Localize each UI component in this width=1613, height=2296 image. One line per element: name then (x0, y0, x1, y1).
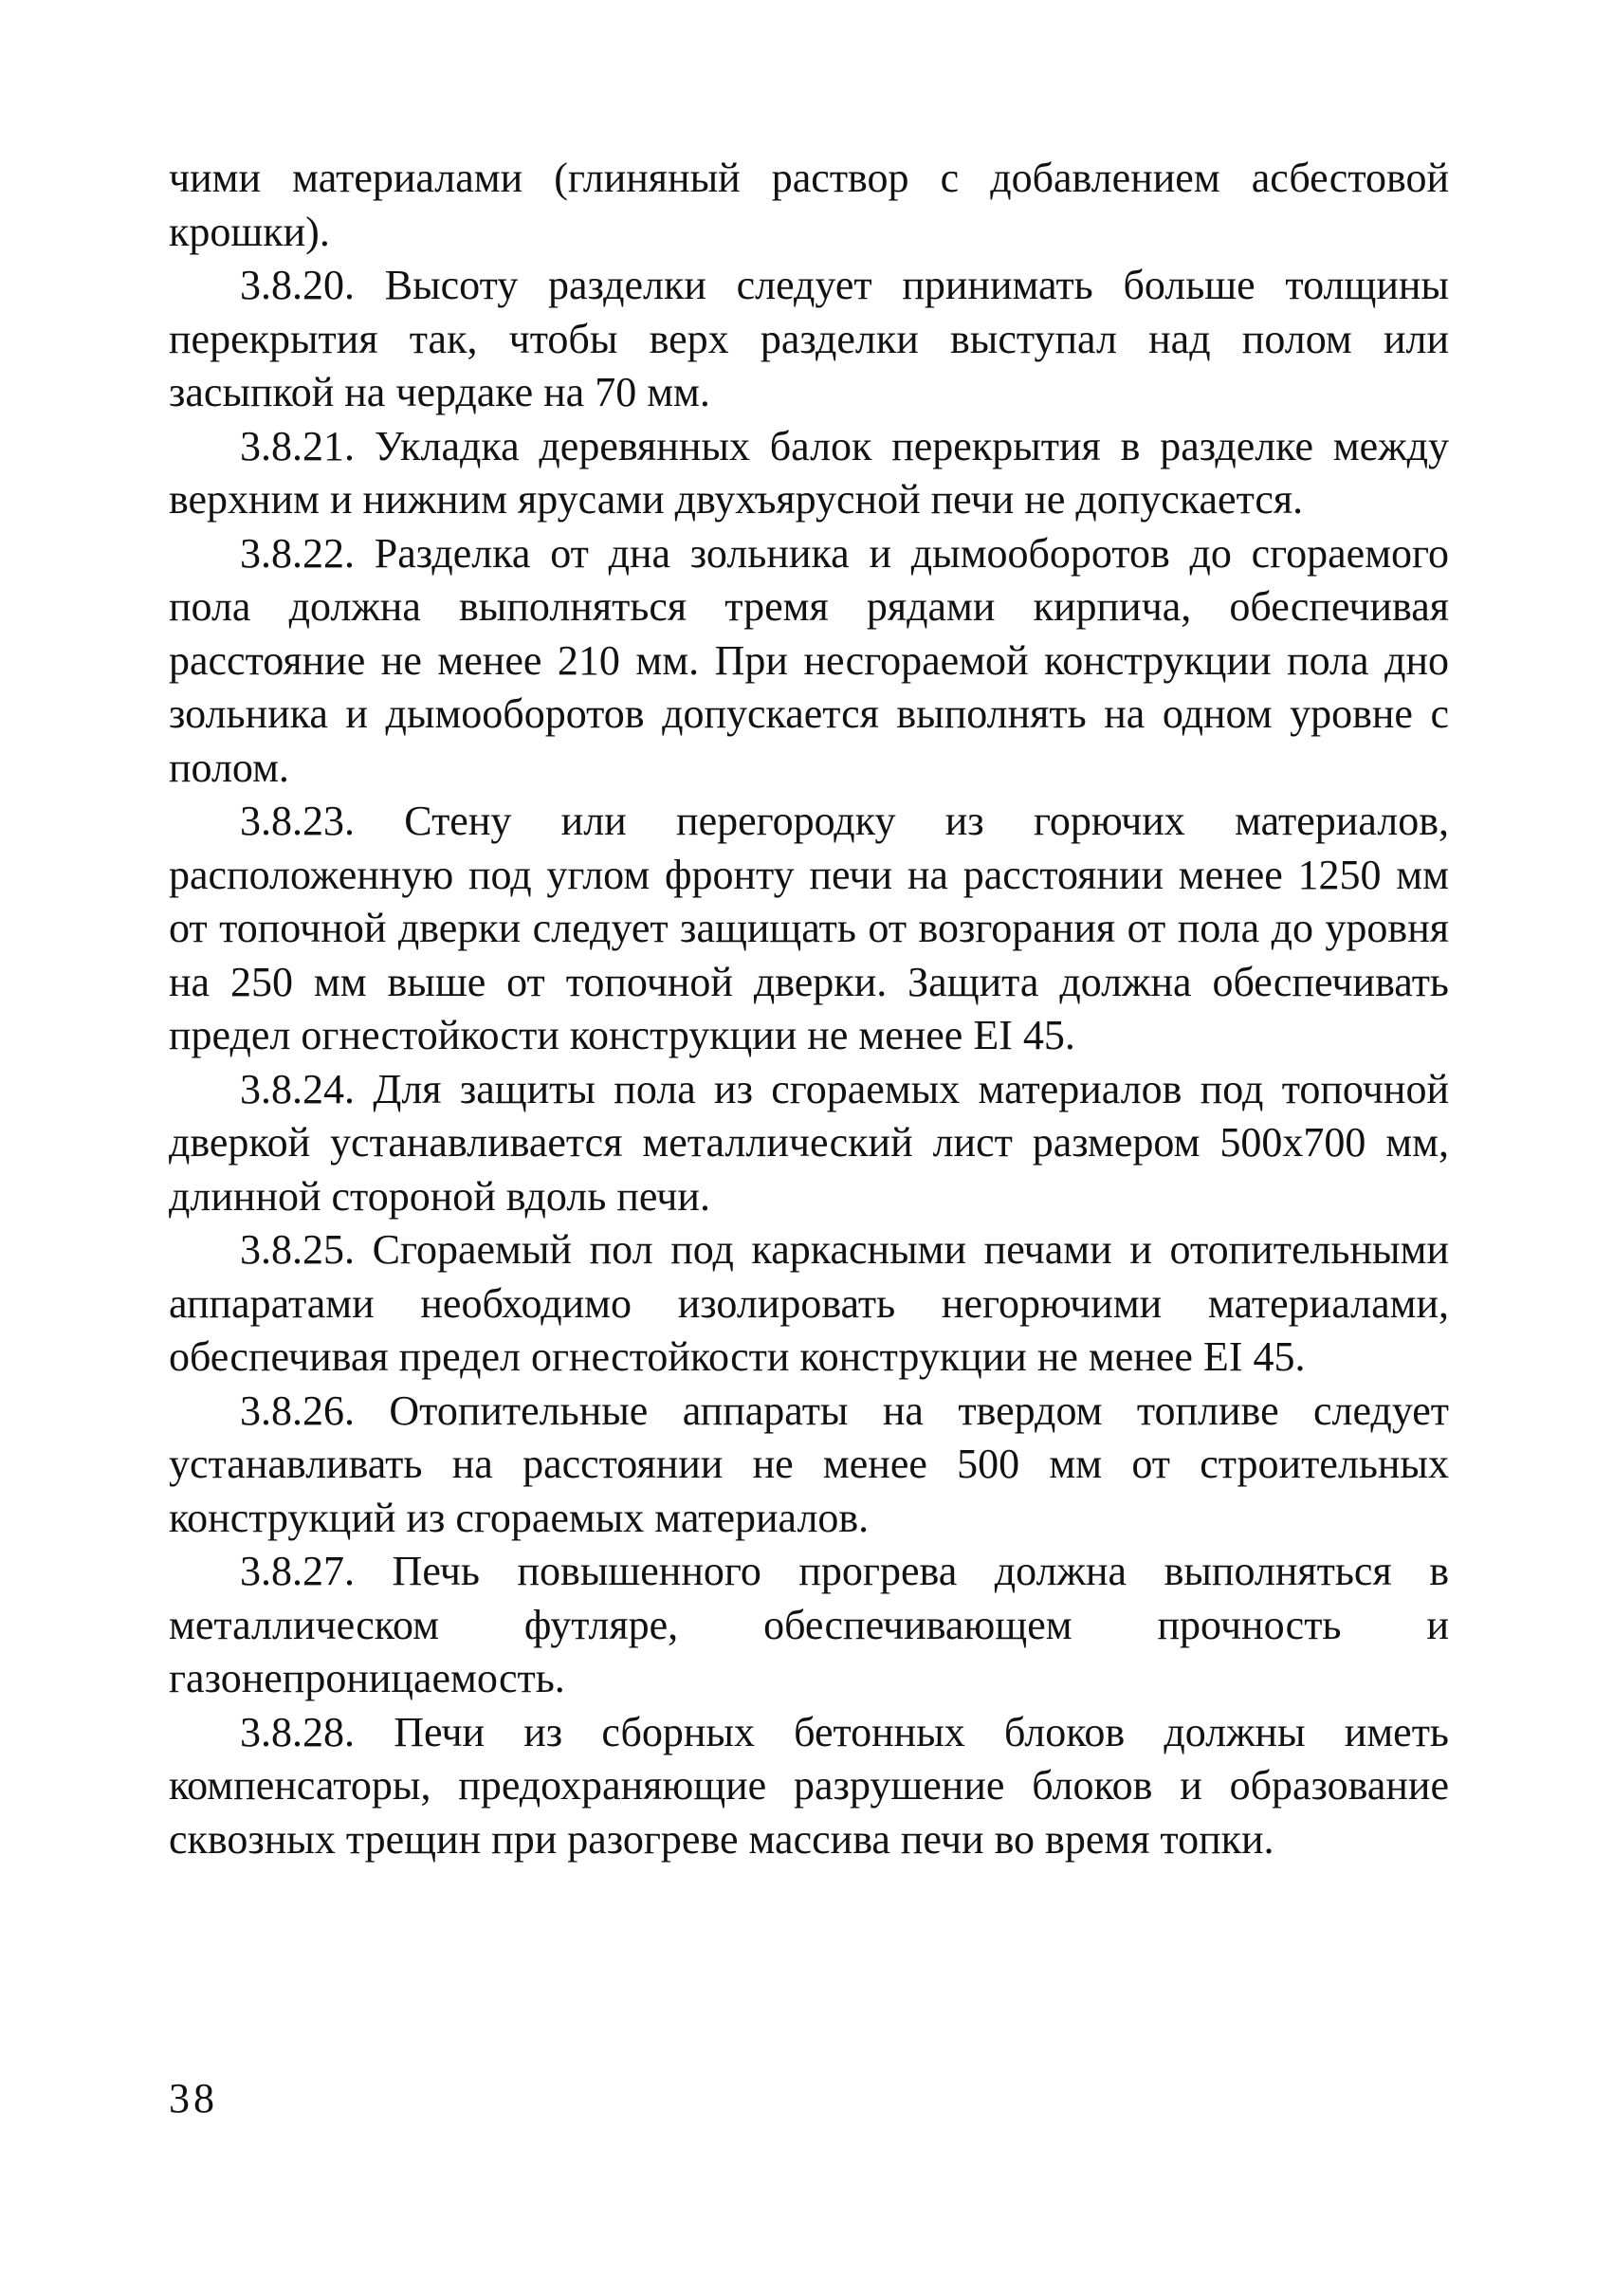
paragraph-3-8-25: 3.8.25. Сгораемый пол под каркасными печами и отопительными аппаратами необходимо изолировать негорючими материалами, обеспечивая предел огнестойкости конструкции не менее EI 45. (169, 1226, 1449, 1380)
paragraph-3-8-24: 3.8.24. Для защиты пола из сгораемых материалов под топочной дверкой устанавливается металлический лист размером 500х700 мм, длинной стороной вдоль печи. (169, 1065, 1449, 1220)
paragraph-3-8-23: 3.8.23. Стену или перегородку из горючих материалов, расположенную под углом фронту печи на расстоянии менее 1250 мм от топочной дверки следует защищать от возгорания от пола до уровня на 250 мм выше от топочной дверки. Защита должна обеспечивать предел огнестойкости конструкции не менее EI 45. (169, 798, 1449, 1058)
paragraph-3-8-26: 3.8.26. Отопительные аппараты на твердом топливе следует устанавливать на расстоянии не менее 500 мм от строительных конструкций из сгораемых материалов. (169, 1387, 1449, 1541)
paragraph-3-8-21: 3.8.21. Укладка деревянных балок перекрытия в разделке между верхним и нижним ярусами двухъярусной печи не допускается. (169, 422, 1449, 523)
paragraph-3-8-22: 3.8.22. Разделка от дна зольника и дымооборотов до сгораемого пола должна выполняться тремя рядами кирпича, обеспечивая расстояние не менее 210 мм. При несгораемой конструкции пола дно зольника и дымооборотов допускается выполнять на одном уровне с полом. (169, 529, 1449, 791)
paragraph-3-8-28: 3.8.28. Печи из сборных бетонных блоков должны иметь компенсаторы, предохраняющие разрушение блоков и образование сквозных трещин при разогреве массива печи во время топки. (169, 1708, 1449, 1863)
body-text (169, 152, 1449, 1866)
page-number: 38 (169, 2075, 218, 2122)
paragraph-3-8-27: 3.8.27. Печь повышенного прогрева должна выполняться в металлическом футляре, обеспечивающем прочность и газонепроницаемость. (169, 1548, 1449, 1701)
continuation-paragraph: чими материалами (глиняный раствор с добавлением асбестовой крошки). (169, 155, 1449, 255)
paragraph-3-8-20: 3.8.20. Высоту разделки следует принимать больше толщины перекрытия так, чтобы верх разделки выступал над полом или засыпкой на чердаке на 70 мм. (169, 262, 1449, 415)
